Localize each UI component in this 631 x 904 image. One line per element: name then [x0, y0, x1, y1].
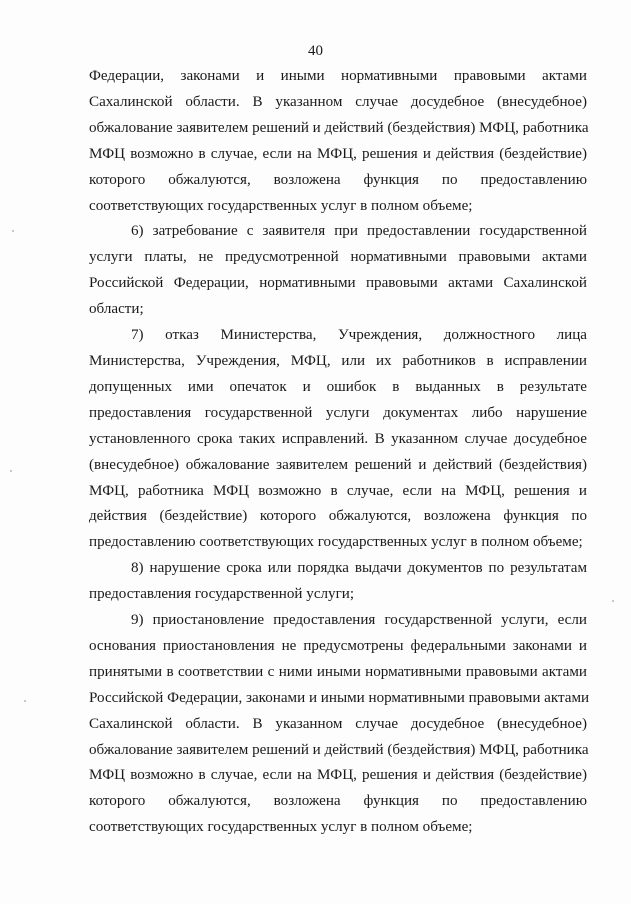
- text-line: услуги платы, не предусмотренной нормативными правовыми актами: [89, 249, 587, 266]
- text-line: допущенных ими опечаток и ошибок в выданных в результате: [89, 378, 587, 395]
- text-line: Сахалинской области. В указанном случае досудебное (внесудебное): [89, 715, 587, 732]
- scan-speck: [10, 470, 12, 472]
- text-line: обжалование заявителем решений и действий (бездействия) МФЦ, работника: [89, 741, 589, 758]
- text-line: МФЦ возможно в случае, если на МФЦ, решения и действия (бездействие): [89, 145, 587, 162]
- text-line: обжалование заявителем решений и действий (бездействия) МФЦ, работника: [89, 119, 589, 136]
- text-line: предоставления государственной услуги документах либо нарушение: [89, 404, 587, 421]
- text-line: соответствующих государственных услуг в полном объеме;: [89, 197, 473, 214]
- text-line: Российской Федерации, нормативными правовыми актами Сахалинской: [89, 275, 587, 292]
- text-line: принятыми в соответствии с ними иными нормативными правовыми актами: [89, 663, 587, 680]
- text-line: Федерации, законами и иными нормативными правовыми актами: [89, 68, 587, 84]
- text-line: Министерства, Учреждения, МФЦ, или их работников в исправлении: [89, 352, 587, 369]
- document-body: [89, 64, 590, 841]
- text-line: Российской Федерации, законами и иными нормативными правовыми актами: [89, 689, 590, 706]
- text-line: предоставления государственной услуги;: [89, 586, 355, 603]
- text-line: МФЦ, работника МФЦ возможно в случае, если на МФЦ, решения и: [89, 482, 587, 499]
- text-line: 7) отказ Министерства, Учреждения, должностного лица: [131, 327, 587, 344]
- text-line: области;: [89, 301, 144, 318]
- text-line: соответствующих государственных услуг в полном объеме;: [89, 819, 473, 836]
- text-line: МФЦ возможно в случае, если на МФЦ, решения и действия (бездействие): [89, 767, 587, 784]
- text-line: Сахалинской области. В указанном случае досудебное (внесудебное): [89, 93, 587, 110]
- scan-speck: [12, 230, 14, 232]
- text-line: основания приостановления не предусмотрены федеральными законами и: [89, 637, 587, 654]
- text-line: 9) приостановление предоставления государственной услуги, если: [131, 612, 587, 629]
- text-line: 6) затребование с заявителя при предоставлении государственной: [131, 223, 587, 240]
- text-line: (внесудебное) обжалование заявителем решений и действий (бездействия): [89, 456, 587, 473]
- text-line: установленного срока таких исправлений. В указанном случае досудебное: [89, 430, 587, 447]
- text-line: которого обжалуются, возложена функция по предоставлению: [89, 793, 587, 810]
- scan-speck: [612, 600, 614, 602]
- text-line: которого обжалуются, возложена функция по предоставлению: [89, 171, 587, 188]
- scan-speck: [24, 700, 26, 702]
- text-line: предоставлению соответствующих государственных услуг в полном объеме;: [89, 534, 583, 551]
- text-line: действия (бездействие) которого обжалуются, возложена функция по: [89, 508, 587, 525]
- text-line: 8) нарушение срока или порядка выдачи документов по результатам: [131, 560, 587, 577]
- page-number: 40: [308, 43, 323, 59]
